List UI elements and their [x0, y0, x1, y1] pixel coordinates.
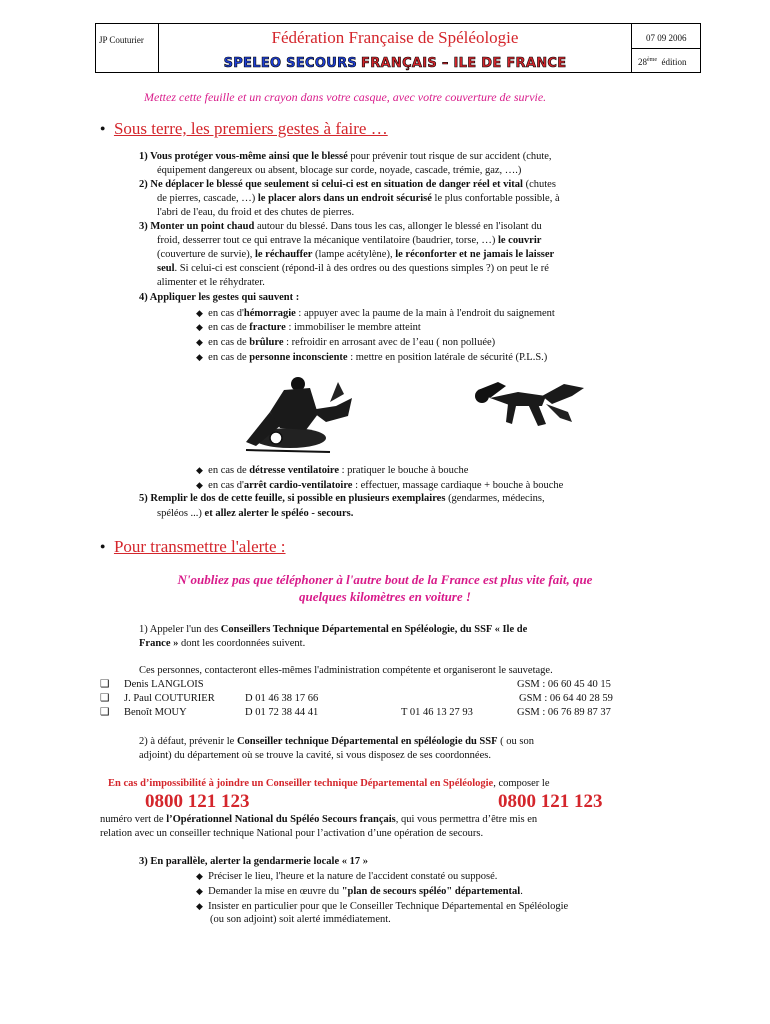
- contact-name: Benoît MOUY: [124, 707, 187, 718]
- checkbox-icon: ❑: [100, 679, 110, 690]
- item5-line2: spéléos ...) et allez alerter le spéléo - secours.: [157, 508, 354, 519]
- contact-home-phone: D 01 46 38 17 66: [245, 693, 319, 704]
- gesture-unconscious: ◆ en cas de personne inconsciente : mettre en position latérale de sécurité (P.L.S.): [196, 352, 548, 363]
- quote-line2: quelques kilomètres en voiture !: [299, 589, 471, 604]
- contact-name: Denis LANGLOIS: [124, 679, 204, 690]
- step3-last-line: (ou son adjoint) soit alerté immédiatement.: [210, 914, 391, 925]
- step3-bullet-1: ◆ Préciser le lieu, l'heure et la nature de l'accident constaté ou supposé.: [196, 871, 498, 882]
- item4-heading: 4) Appliquer les gestes qui sauvent :: [139, 292, 300, 303]
- step3-bullet-2: ◆ Demander la mise en œuvre du "plan de secours spéléo" départemental.: [196, 886, 523, 897]
- header-title: Fédération Française de Spéléologie: [271, 28, 519, 47]
- section1-heading: [100, 119, 388, 139]
- item1-line1: 1) Vous protéger vous-même ainsi que le blessé pour prévenir tout risque de sur accident (chute,: [139, 151, 552, 162]
- diamond-bullet-icon: ◆: [196, 337, 203, 347]
- diamond-bullet-icon: ◆: [196, 886, 203, 896]
- gesture-cardiac: ◆ en cas d'arrêt cardio-ventilatoire : effectuer, massage cardiaque + bouche à bouche: [196, 480, 564, 491]
- diamond-bullet-icon: ◆: [196, 352, 203, 362]
- section1-heading-text: Sous terre, les premiers gestes à faire …: [113, 119, 388, 138]
- bullet-dot: ●: [100, 123, 106, 133]
- item3-line4: seul. Si celui-ci est conscient (répond-il à des ordres ou des questions simples ?) on peut le ré: [157, 263, 549, 274]
- diamond-bullet-icon: ◆: [196, 465, 203, 475]
- gesture-respiratory: ◆ en cas de détresse ventilatoire : pratiquer le bouche à bouche: [196, 465, 469, 476]
- edition-sup: ème: [647, 57, 657, 63]
- step2-line2: adjoint) du département où se trouve la cavité, si vous disposez de ses coordonnées.: [139, 750, 491, 761]
- item3-line1: 3) Monter un point chaud autour du blessé. Dans tous les cas, allonger le blessé en l'isolant du: [139, 221, 542, 232]
- contact-gsm: GSM : 06 76 89 87 37: [517, 707, 611, 718]
- banner-francais-idf: FRANÇAIS – ILE DE FRANCE: [361, 56, 567, 71]
- author-name: JP Couturier: [99, 35, 144, 45]
- contact-gsm: GSM : 06 64 40 28 59: [519, 693, 613, 704]
- header-author-cell: [96, 24, 159, 72]
- section2-heading-text: Pour transmettre l'alerte :: [113, 537, 286, 556]
- gesture-hemorrhage: ◆ en cas d'hémorragie : appuyer avec la paume de la main à l'endroit du saignement: [196, 308, 555, 319]
- contacts-intro: Ces personnes, contacteront elles-mêmes l'administration compétente et organiseront le sauvetage.: [139, 665, 553, 676]
- header-table: [95, 23, 701, 73]
- quote-line1: N'oubliez pas que téléphoner à l'autre bout de la France est plus vite fait, que: [177, 572, 593, 587]
- edition-number: 28: [638, 57, 647, 67]
- step3-bullet-3: ◆ Insister en particulier pour que le Conseiller Technique Départemental en Spéléologie: [196, 901, 569, 912]
- step3-heading: 3) En parallèle, alerter la gendarmerie locale « 17 »: [139, 856, 368, 867]
- header-edition: [638, 57, 687, 67]
- intro-line: Mettez cette feuille et un crayon dans votre casque, avec votre couverture de survie.: [144, 90, 547, 104]
- step2-line1: 2) à défaut, prévenir le Conseiller technique Départemental en spéléologie du SSF ( ou son: [139, 736, 534, 747]
- step1-line2: France » dont les coordonnées suivent.: [139, 638, 306, 649]
- header-date: 07 09 2006: [646, 33, 687, 43]
- item3-line5: alimenter et le réhydrater.: [157, 277, 265, 288]
- bullet-dot: ●: [100, 541, 106, 551]
- item2-line1: 2) Ne déplacer le blessé que seulement si celui-ci est en situation de danger réel et vital (chutes: [139, 179, 556, 190]
- edition-word: édition: [661, 57, 687, 67]
- contact-name: J. Paul COUTURIER: [124, 693, 215, 704]
- item5-line1: 5) Remplir le dos de cette feuille, si possible en plusieurs exemplaires (gendarmes, médecins,: [139, 493, 545, 504]
- phone-number-left[interactable]: 0800 121 123: [145, 791, 250, 812]
- impossible-line: En cas d’impossibilité à joindre un Conseiller technique Départemental en Spéléologie, composer le: [108, 778, 550, 789]
- contact-row: [100, 706, 109, 720]
- cpr-illustration: [240, 372, 358, 458]
- diamond-bullet-icon: ◆: [196, 901, 203, 911]
- vert-line2: relation avec un conseiller technique National pour l’activation d’une opération de secours.: [100, 828, 484, 839]
- contact-gsm: GSM : 06 60 45 40 15: [517, 679, 611, 690]
- header-banner: [158, 54, 632, 72]
- item2-line3: l'abri de l'eau, du froid et des chutes de pierres.: [157, 207, 355, 218]
- banner-speleo-secours: SPELEO SECOURS: [223, 56, 358, 71]
- section2-heading: [100, 537, 286, 557]
- header-date-cell: [631, 24, 700, 72]
- diamond-bullet-icon: ◆: [196, 308, 203, 318]
- vert-line1: numéro vert de l’Opérationnel National du Spéléo Secours français, qui vous permettra d’être mis en: [100, 814, 538, 825]
- item1-line2: équipement dangereux ou absent, blocage sur corde, noyade, cascade, trémie, gaz, ….): [157, 165, 522, 176]
- diamond-bullet-icon: ◆: [196, 871, 203, 881]
- diamond-bullet-icon: ◆: [196, 322, 203, 332]
- contact-row: [100, 692, 109, 706]
- item2-line2: de pierres, cascade, …) le placer alors dans un endroit sécurisé le plus confortable possible, à: [157, 193, 560, 204]
- checkbox-icon: ❑: [100, 693, 110, 704]
- pls-illustration: [468, 376, 588, 442]
- gesture-burn: ◆ en cas de brûlure : refroidir en arrosant avec de l’eau ( non polluée): [196, 337, 496, 348]
- step1-line1: 1) Appeler l'un des Conseillers Technique Départemental en Spéléologie, du SSF « Ile de: [139, 624, 528, 635]
- item3-line3: (couverture de survie), le réchauffer (lampe acétylène), le réconforter et ne jamais le laisser: [157, 249, 555, 260]
- contact-work-phone: T 01 46 13 27 93: [401, 707, 473, 718]
- contact-home-phone: D 01 72 38 44 41: [245, 707, 319, 718]
- item3-line2: froid, desserrer tout ce qui entrave la mécanique ventilatoire (baudrier, torse, …) le couvrir: [157, 235, 542, 246]
- contact-row: [100, 678, 109, 692]
- diamond-bullet-icon: ◆: [196, 480, 203, 490]
- phone-number-right[interactable]: 0800 121 123: [498, 791, 603, 812]
- checkbox-icon: ❑: [100, 707, 110, 718]
- gesture-fracture: ◆ en cas de fracture : immobiliser le membre atteint: [196, 322, 421, 333]
